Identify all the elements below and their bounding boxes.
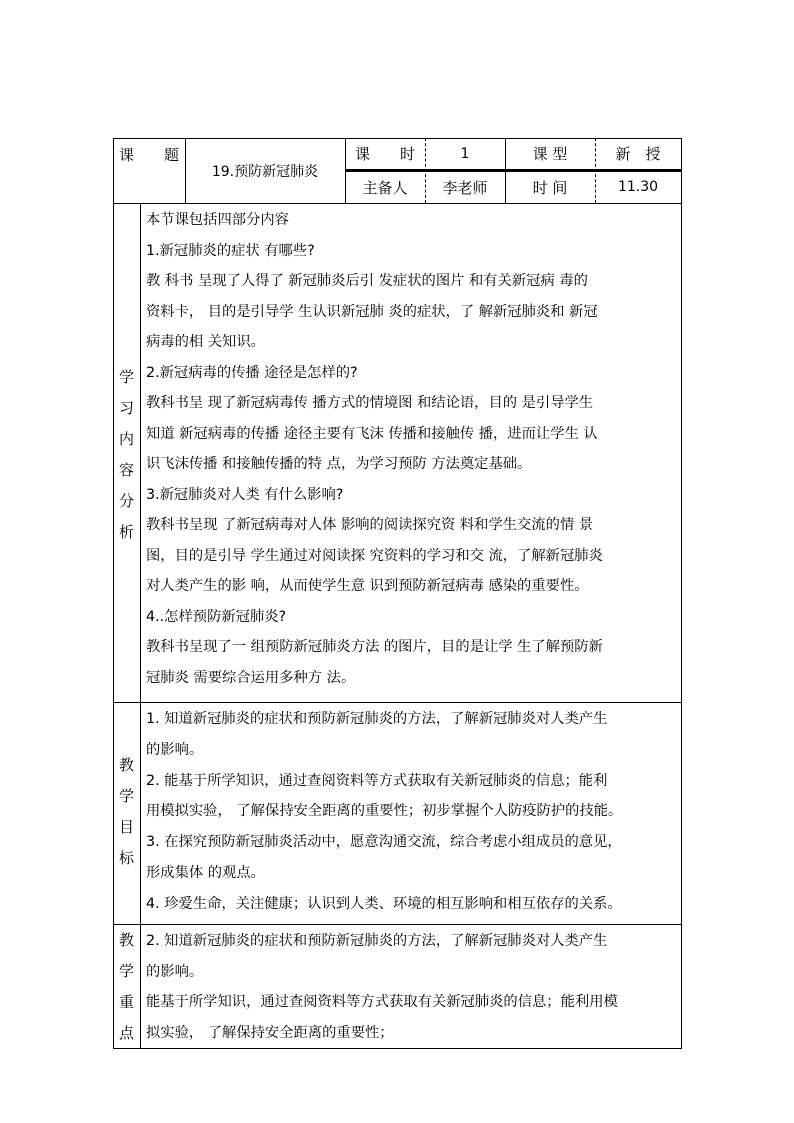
preparer-value: 李老师 — [442, 178, 488, 197]
preparer-label: 主备人 — [362, 178, 408, 197]
label-char: 教 — [118, 930, 134, 949]
content-line: 4..怎样预防新冠肺炎? — [146, 608, 287, 625]
content-line: 的影响。 — [146, 741, 204, 758]
section-label-content-analysis — [113, 362, 140, 548]
label-char: 析 — [118, 523, 134, 541]
content-line: 2.新冠病毒的传播 途径是怎样的? — [146, 364, 358, 381]
content-line: 能基于所学知识，通过查阅资料等方式获取有关新冠肺炎的信息；能利用模 — [146, 994, 618, 1010]
content-line: 2. 知道新冠肺炎的症状和预防新冠肺炎的方法，了解新冠肺炎对人类产生 — [146, 933, 608, 949]
label-char: 教 — [118, 756, 134, 774]
content-line: 3.新冠肺炎对人类 有什么影响? — [146, 486, 344, 503]
content-line: 病毒的相 关知识。 — [146, 334, 265, 350]
content-line: 图，目的是引导 学生通过对阅读探 究资料的学习和交 流，了解新冠肺炎 — [146, 547, 603, 564]
section-divider-1 — [113, 702, 682, 703]
section-divider-2 — [113, 924, 682, 925]
content-line: 知道 新冠病毒的传播 途径主要有飞沫 传播和接触传 播，进而让学生 认 — [146, 425, 598, 442]
label-char: 分 — [118, 492, 134, 510]
topic-value: 19.预防新冠肺炎 — [211, 163, 319, 180]
content-line: 4. 珍爱生命，关注健康；认识到人类、环境的相互影响和相互依存的关系。 — [146, 895, 622, 912]
content-line: 教 科书 呈现了人得了 新冠肺炎后引 发症状的图片 和有关新冠病 毒的 — [146, 273, 588, 289]
label-char: 习 — [118, 399, 134, 417]
content-line: 教科书呈现 了新冠病毒对人体 影响的阅读探究资 料和学生交流的情 景 — [146, 517, 594, 533]
label-char: 点 — [118, 1023, 134, 1042]
content-line: 2. 能基于所学知识，通过查阅资料等方式获取有关新冠肺炎的信息；能利 — [146, 772, 608, 789]
label-char: 学 — [118, 961, 134, 980]
type-value: 新 授 — [615, 145, 661, 163]
content-line: 资料卡， 目的是引导学 生认识新冠肺 炎的症状，了 解新冠肺炎和 新冠 — [146, 303, 598, 320]
section-teaching-goals — [146, 704, 676, 920]
section-teaching-focus — [146, 926, 676, 1048]
content-line: 形成集体 的观点。 — [146, 864, 265, 881]
period-label: 课 时 — [354, 145, 415, 163]
content-line: 对人类产生的影 响，从而使学生意 识到预防新冠病毒 感染的重要性。 — [146, 578, 589, 594]
label-char: 学 — [118, 787, 134, 805]
content-line: 的影响。 — [146, 963, 204, 980]
label-char: 目 — [118, 818, 134, 836]
time-value: 11.30 — [617, 179, 659, 195]
label-char: 标 — [118, 849, 134, 867]
content-line: 拟实验， 了解保持安全距离的重要性； — [146, 1024, 394, 1041]
section-label-teaching-focus — [113, 925, 140, 1048]
header-bottom-divider — [113, 203, 682, 204]
content-line: 本节课包括四部分内容 — [146, 212, 289, 228]
label-char: 重 — [118, 992, 134, 1011]
content-line: 1. 知道新冠肺炎的症状和预防新冠肺炎的方法，了解新冠肺炎对人类产生 — [146, 711, 608, 727]
topic-label: 课 题 — [118, 145, 179, 164]
section-label-teaching-goals — [113, 750, 140, 874]
label-char: 学 — [118, 368, 134, 386]
label-column-divider — [140, 203, 141, 1049]
content-line: 1.新冠肺炎的症状 有哪些? — [146, 242, 315, 259]
time-label: 时 间 — [532, 178, 568, 197]
label-char: 容 — [118, 461, 134, 479]
section-content-analysis — [146, 205, 676, 693]
content-line: 识飞沫传播 和接触传播的特 点，为学习预防 方法奠定基础。 — [146, 456, 532, 472]
type-label: 课 型 — [532, 145, 568, 163]
content-line: 冠肺炎 需要综合运用多种方 法。 — [146, 669, 356, 686]
period-value: 1 — [460, 145, 470, 162]
content-line: 用模拟实验， 了解保持安全距离的重要性；初步掌握个人防疫防护的技能。 — [146, 803, 623, 820]
content-line: 教科书呈 现了新冠病毒传 播方式的情境图 和结论语，目的 是引导学生 — [146, 395, 594, 411]
label-char: 内 — [118, 430, 134, 448]
content-line: 教科书呈现了一 组预防新冠肺炎方法 的图片，目的是让学 生了解预防新 — [146, 639, 603, 655]
content-line: 3. 在探究预防新冠肺炎活动中，愿意沟通交流，综合考虑小组成员的意见， — [146, 834, 622, 851]
